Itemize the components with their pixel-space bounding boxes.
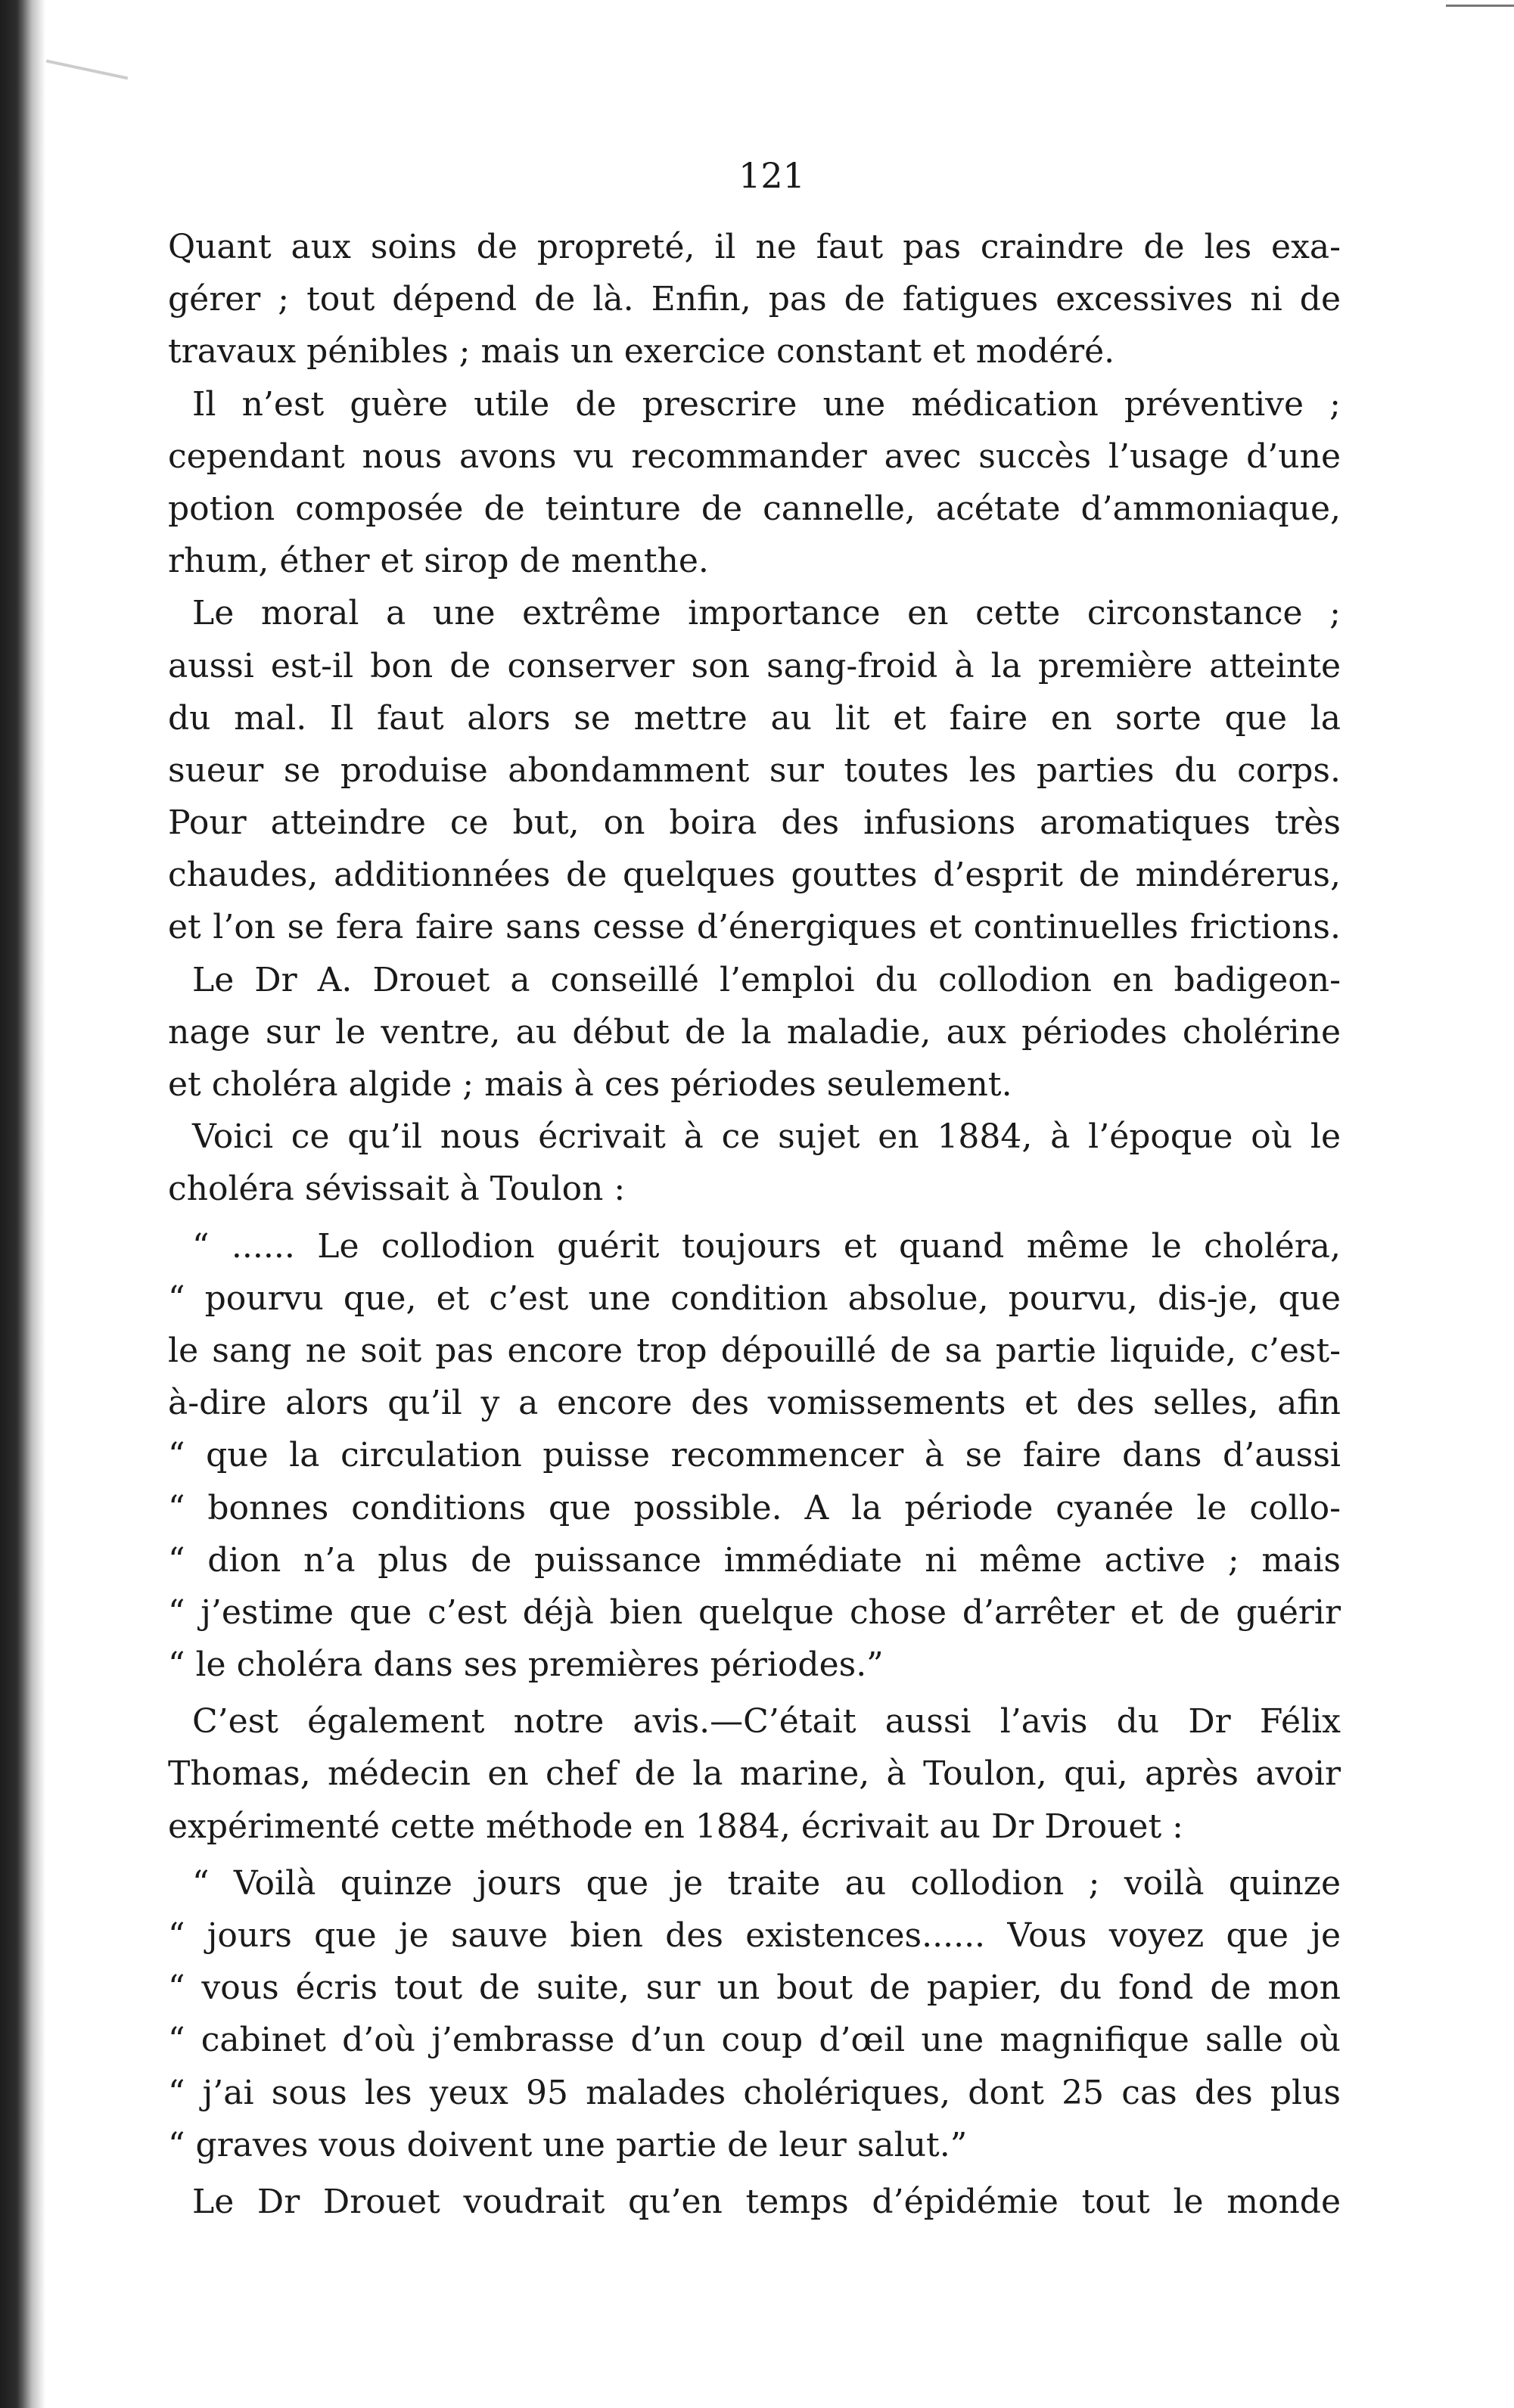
quote-line: “ dion n’a plus de puissance immédiate ni même active ; mais [168,1540,1341,1580]
text-line: Le Dr Drouet voudrait qu’en temps d’épidémie tout le monde [192,2182,1341,2221]
text-line: sueur se produise abondamment sur toutes les parties du corps. [168,750,1341,790]
text-line: Il n’est guère utile de prescrire une médication préventive ; [192,384,1341,424]
page-number: 121 [738,155,805,196]
quote-line: “ Voilà quinze jours que je traite au collodion ; voilà quinze [192,1863,1341,1903]
scan-artifact [46,60,128,80]
quote-line: “ pourvu que, et c’est une condition absolue, pourvu, dis-je, que [168,1279,1341,1318]
text-line: Pour atteindre ce but, on boira des infusions aromatiques très [168,803,1341,843]
text-line: gérer ; tout dépend de là. Enfin, pas de fatigues excessives ni de [168,280,1341,319]
quote-line: “ ...... Le collodion guérit toujours et quand même le choléra, [192,1226,1341,1266]
text-line: Voici ce qu’il nous écrivait à ce sujet en 1884, à l’époque où le [192,1117,1341,1157]
quote-line: “ j’estime que c’est déjà bien quelque chose d’arrêter et de guérir [168,1592,1341,1632]
text-line: cependant nous avons vu recommander avec succès l’usage d’une [168,437,1341,476]
text-line: Le moral a une extrême importance en cette circonstance ; [192,594,1341,633]
quote-line: “ bonnes conditions que possible. A la période cyanée le collo- [168,1488,1341,1527]
text-line: choléra sévissait à Toulon : [168,1170,626,1209]
text-line: et l’on se fera faire sans cesse d’énergiques et continuelles frictions. [168,908,1341,947]
top-edge-rule [1446,5,1514,7]
quote-line: le sang ne soit pas encore trop dépouillé de sa partie liquide, c’est- [168,1331,1341,1370]
text-line: C’est également notre avis.—C’était aussi l’avis du Dr Félix [192,1702,1341,1742]
text-line: et choléra algide ; mais à ces périodes seulement. [168,1065,1012,1104]
quote-line: “ j’ai sous les yeux 95 malades cholériques, dont 25 cas des plus [168,2073,1341,2112]
text-line: Le Dr A. Drouet a conseillé l’emploi du collodion en badigeon- [192,960,1341,999]
book-binding-edge [0,0,45,2408]
text-line: travaux pénibles ; mais un exercice constant et modéré. [168,332,1115,371]
text-line: nage sur le ventre, au début de la maladie, aux périodes cholérine [168,1012,1341,1052]
quote-line: “ que la circulation puisse recommencer à se faire dans d’aussi [168,1436,1341,1475]
quote-line: “ graves vous doivent une partie de leur salut.” [168,2125,968,2164]
quote-line: “ cabinet d’où j’embrasse d’un coup d’œil une magnifique salle où [168,2021,1341,2060]
text-line: du mal. Il faut alors se mettre au lit et faire en sorte que la [168,698,1341,738]
text-line: potion composée de teinture de cannelle, acétate d’ammoniaque, [168,489,1341,528]
text-line: expérimenté cette méthode en 1884, écrivait au Dr Drouet : [168,1807,1183,1846]
body-text [168,221,1341,2228]
text-line: rhum, éther et sirop de menthe. [168,542,709,581]
quote-line: “ le choléra dans ses premières périodes.” [168,1645,884,1685]
text-line: Thomas, médecin en chef de la marine, à Toulon, qui, après avoir [168,1754,1341,1794]
text-line: aussi est-il bon de conserver son sang-froid à la première atteinte [168,646,1341,685]
quote-line: “ jours que je sauve bien des existences...... Vous voyez que je [168,1916,1341,1955]
quote-line: “ vous écris tout de suite, sur un bout de papier, du fond de mon [168,1968,1341,2008]
text-line: chaudes, additionnées de quelques gouttes d’esprit de mindérerus, [168,856,1341,895]
quote-line: à-dire alors qu’il y a encore des vomissements et des selles, afin [168,1384,1341,1423]
text-line: Quant aux soins de propreté, il ne faut pas craindre de les exa- [168,228,1341,266]
